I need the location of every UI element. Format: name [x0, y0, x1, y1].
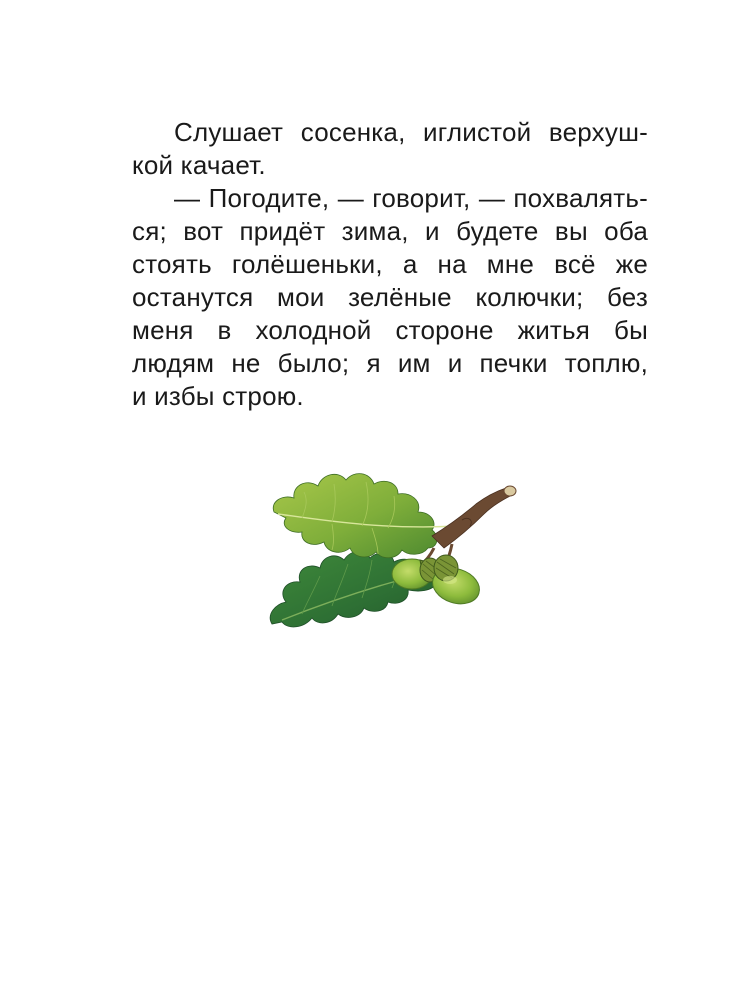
- story-line: кой качает.: [132, 150, 266, 180]
- story-line: ся; вот придёт зима, и будете вы оба: [132, 216, 648, 246]
- story-line: — Погодите, — говорит, — похвалять-: [174, 183, 648, 213]
- story-line: и избы строю.: [132, 381, 304, 411]
- story-line: стоять голёшеньки, а на мне всё же: [132, 249, 648, 279]
- upper-oak-leaf: [273, 474, 437, 558]
- story-line: останутся мои зелёные колючки; без: [132, 282, 648, 312]
- oak-twig: [432, 488, 514, 548]
- story-line: Слушает сосенка, иглистой верхуш-: [174, 117, 648, 147]
- story-line: меня в холодной стороне житья бы: [132, 315, 648, 345]
- story-line: людям не было; я им и печки топлю,: [132, 348, 648, 378]
- acorn-icon: [428, 555, 484, 610]
- oak-branch-with-acorns-icon: [262, 464, 524, 634]
- story-text: [132, 116, 648, 413]
